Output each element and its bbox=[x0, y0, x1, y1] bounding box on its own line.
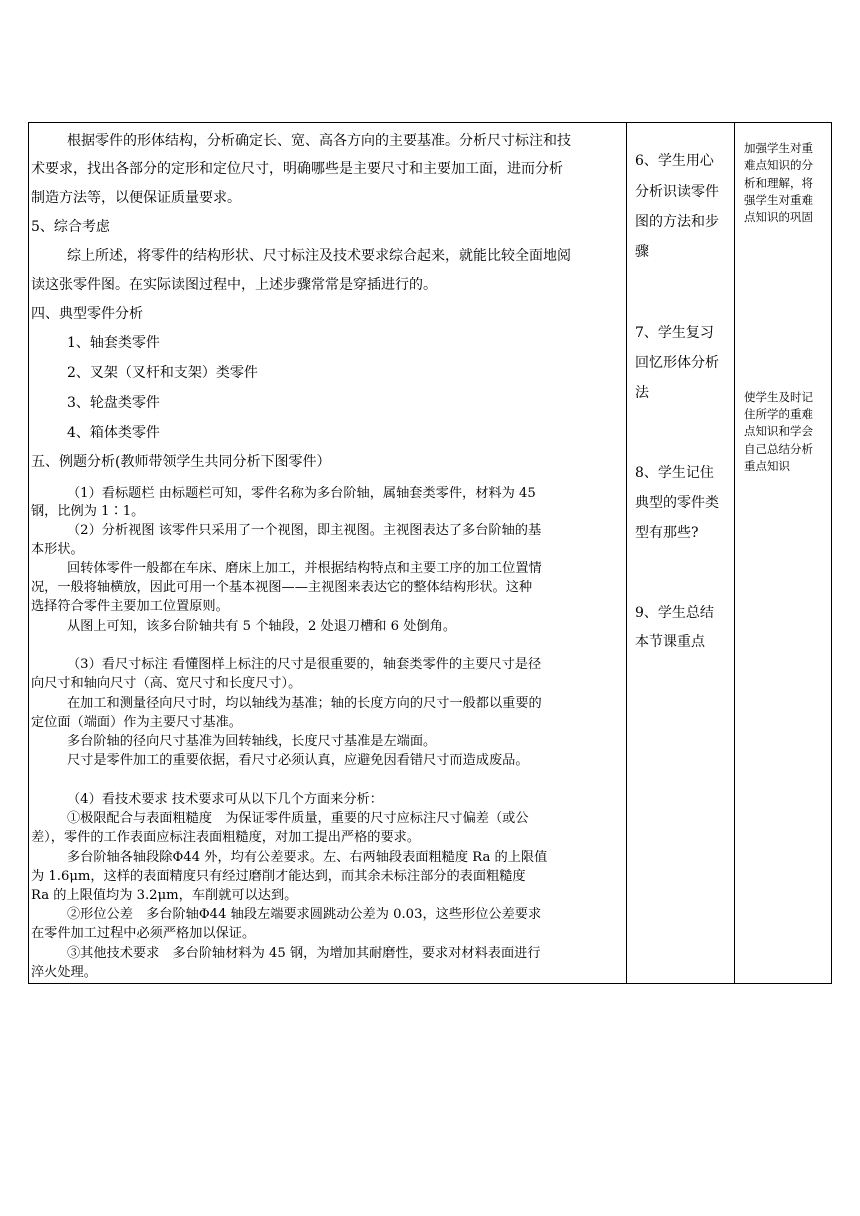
text-line: ①极限配合与表面粗糙度 为保证零件质量，重要的尺寸应标注尺寸偏差（或公 bbox=[67, 811, 529, 826]
intent-line: 重点知识 bbox=[744, 459, 790, 473]
text-line: 多台阶轴的径向尺寸基准为回转轴线，长度尺寸基准是左端面。 bbox=[67, 734, 437, 749]
text-line: 选择符合零件主要加工位置原则。 bbox=[31, 599, 229, 614]
activity-line: 6、学生用心 bbox=[635, 153, 714, 169]
intent-line: 使学生及时记 bbox=[744, 390, 813, 404]
intent-line: 强学生对重难 bbox=[744, 193, 813, 207]
activity-line: 本节课重点 bbox=[635, 634, 705, 650]
text-line: 钢，比例为 1∶1。 bbox=[31, 504, 145, 519]
text-line: 本形状。 bbox=[31, 542, 84, 557]
text-line: 根据零件的形体结构，分析确定长、宽、高各方向的主要基准。分析尺寸标注和技 bbox=[67, 133, 571, 149]
text-line: 淬火处理。 bbox=[31, 965, 97, 980]
activity-line: 9、学生总结 bbox=[635, 605, 714, 621]
text-line: 多台阶轴各轴段除Φ44 外，均有公差要求。左、右两轴段表面粗糙度 Ra 的上限值 bbox=[67, 850, 548, 865]
text-line: ③其他技术要求 多台阶轴材料为 45 钢，为增加其耐磨性，要求对材料表面进行 bbox=[67, 946, 541, 961]
intent-line: 自己总结分析 bbox=[744, 442, 813, 456]
list-item: 4、箱体类零件 bbox=[67, 425, 160, 441]
activity-line: 骤 bbox=[635, 244, 649, 260]
intent-line: 加强学生对重 bbox=[744, 141, 813, 155]
list-item: 3、轮盘类零件 bbox=[67, 395, 160, 411]
lesson-table bbox=[28, 122, 832, 984]
text-line: ②形位公差 多台阶轴Φ44 轴段左端要求圆跳动公差为 0.03，这些形位公差要求 bbox=[67, 907, 542, 922]
list-item: 1、轴套类零件 bbox=[67, 335, 160, 351]
text-line: 回转体零件一般都在车床、磨床上加工，并根据结构特点和主要工序的加工位置情 bbox=[67, 561, 542, 576]
list-item: 2、叉架（叉杆和支架）类零件 bbox=[67, 365, 258, 381]
text-line: 向尺寸和轴向尺寸（高、宽尺寸和长度尺寸）。 bbox=[31, 676, 302, 691]
activity-line: 典型的零件类 bbox=[635, 495, 719, 511]
text-line: 制造方法等，以便保证质量要求。 bbox=[31, 190, 241, 206]
text-line: 综上所述，将零件的结构形状、尺寸标注及技术要求综合起来，就能比较全面地阅 bbox=[67, 248, 571, 264]
intent-line: 点知识的巩固 bbox=[744, 210, 813, 224]
text-line: 读这张零件图。在实际读图过程中，上述步骤常常是穿插进行的。 bbox=[31, 277, 437, 293]
activity-line: 图的方法和步 bbox=[635, 214, 719, 230]
text-line: （1）看标题栏 由标题栏可知，零件名称为多台阶轴，属轴套类零件，材料为 45 bbox=[67, 486, 536, 501]
text-line: 在零件加工过程中必须严格加以保证。 bbox=[31, 926, 256, 941]
intent-line: 住所学的重难 bbox=[744, 407, 813, 421]
section-heading: 5、综合考虑 bbox=[31, 219, 110, 235]
text-line: 况，一般将轴横放，因此可用一个基本视图——主视图来表达它的整体结构形状。这种 bbox=[31, 580, 533, 595]
text-line: （3）看尺寸标注 看懂图样上标注的尺寸是很重要的，轴套类零件的主要尺寸是径 bbox=[67, 657, 542, 672]
intent-line: 难点知识的分 bbox=[744, 158, 813, 172]
activity-line: 分析识读零件 bbox=[635, 184, 719, 200]
section-heading: 四、典型零件分析 bbox=[31, 306, 143, 322]
text-line: 定位面（端面）作为主要尺寸基准。 bbox=[31, 715, 242, 730]
activity-line: 法 bbox=[635, 385, 649, 401]
text-line: 差），零件的工作表面应标注表面粗糙度，对加工提出严格的要求。 bbox=[31, 830, 421, 845]
design-intent-column bbox=[735, 123, 831, 983]
section-heading: 五、例题分析(教师带领学生共同分析下图零件） bbox=[31, 454, 331, 470]
text-line: 从图上可知，该多台阶轴共有 5 个轴段，2 处退刀槽和 6 处倒角。 bbox=[67, 619, 457, 634]
intent-line: 点知识和学会 bbox=[744, 424, 813, 438]
student-activity-column bbox=[627, 123, 734, 983]
activity-line: 7、学生复习 bbox=[635, 325, 714, 341]
activity-line: 8、学生记住 bbox=[635, 465, 714, 481]
intent-line: 析和理解，将 bbox=[744, 176, 813, 190]
text-line: 为 1.6μm，这样的表面精度只有经过磨削才能达到，而其余未标注部分的表面粗糙度 bbox=[31, 869, 526, 884]
text-line: 在加工和测量径向尺寸时，均以轴线为基准；轴的长度方向的尺寸一般都以重要的 bbox=[67, 696, 542, 711]
activity-line: 回忆形体分析 bbox=[635, 355, 719, 371]
text-line: （2）分析视图 该零件只采用了一个视图，即主视图。主视图表达了多台阶轴的基 bbox=[67, 523, 542, 538]
activity-line: 型有那些? bbox=[635, 525, 699, 541]
text-line: （4）看技术要求 技术要求可从以下几个方面来分析： bbox=[67, 792, 383, 807]
text-line: Ra 的上限值均为 3.2μm，车削就可以达到。 bbox=[31, 888, 298, 903]
teaching-content-column bbox=[29, 123, 626, 983]
text-line: 术要求，找出各部分的定形和定位尺寸，明确哪些是主要尺寸和主要加工面，进而分析 bbox=[31, 161, 563, 177]
text-line: 尺寸是零件加工的重要依据，看尺寸必须认真，应避免因看错尺寸而造成废品。 bbox=[67, 753, 529, 768]
